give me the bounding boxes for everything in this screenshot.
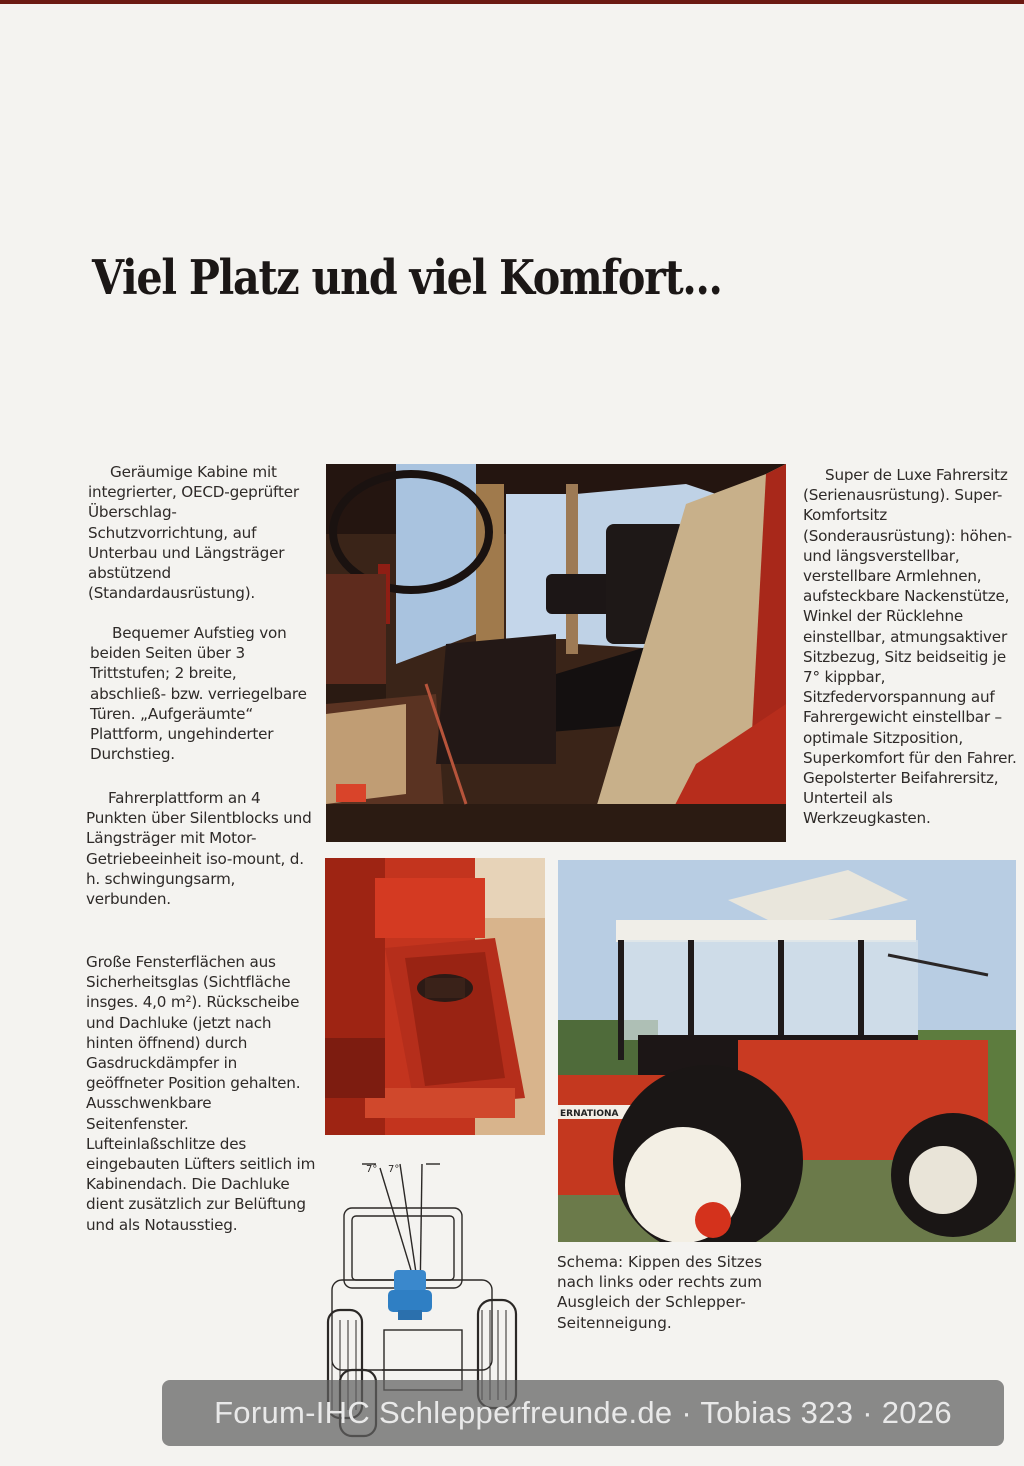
paragraph-access: Bequemer Aufstieg von beiden Seiten über 3 Trittstufen; 2 breite, abschließ- bzw. verriegelbare Türen. „Aufgeräumte“ Plattform, ungehinderter Durchstieg. xyxy=(90,624,307,764)
top-edge-line xyxy=(0,0,1024,4)
angle-label-left: 7° xyxy=(366,1164,378,1175)
watermark-banner: Forum-IHC Schlepperfreunde.de · Tobias 323 · 2026 xyxy=(162,1380,1004,1446)
photo-silent-block xyxy=(325,858,545,1135)
right-column-text xyxy=(803,465,1024,829)
angle-label-right: 7° xyxy=(388,1164,400,1175)
page-title: Viel Platz und viel Komfort... xyxy=(92,250,722,306)
paragraph-platform: Fahrerplattform an 4 Punkten über Silentblocks und Längsträger mit Motor-Getriebeeinheit iso-mount, d. h. schwingungsarm, verbunden. xyxy=(86,789,312,909)
photo-cabin-interior xyxy=(326,464,786,842)
photo-tractor xyxy=(558,860,1016,1242)
paragraph-windows: Große Fensterflächen aus Sicherheitsglas (Sichtfläche insges. 4,0 m²). Rückscheibe und Dachluke (jetzt nach hinten öffnend) durch Gasdruckdämpfer in geöffneter Position gehalten. Ausschwenkbare Seitenfenster. Lufteinlaßschlitze des eingebauten Lüfters seitlich im Kabinendach. Die Dachluke dient zusätzlich zur Belüftung und als Notausstieg. xyxy=(86,953,316,1234)
paragraph-seat: Super de Luxe Fahrersitz (Serienausrüstung). Super-Komfortsitz (Sonderausrüstung): höhen- und längsverstellbar, verstellbare Armlehnen, aufsteckbare Nackenstütze, Winkel der Rücklehne einstellbar, atmungsaktiver Sitzbezug, Sitz beidseitig je 7° kippbar, Sitzfedervorspannung auf Fahrergewicht einstellbar – optimale Sitzposition, Superkomfort für den Fahrer. Gepolsterter Beifahrersitz, Unterteil als Werkzeugkasten. xyxy=(803,466,1017,828)
tractor-badge-text: ERNATIONA xyxy=(560,1109,619,1119)
diagram-caption: Schema: Kippen des Sitzes nach links oder rechts zum Ausgleich der Schlepper-Seitenneigung. xyxy=(557,1253,763,1332)
paragraph-cabin: Geräumige Kabine mit integrierter, OECD-geprüfter Überschlag-Schutzvorrichtung, auf Unterbau und Längsträger abstützend (Standardausrüstung). xyxy=(88,463,299,603)
